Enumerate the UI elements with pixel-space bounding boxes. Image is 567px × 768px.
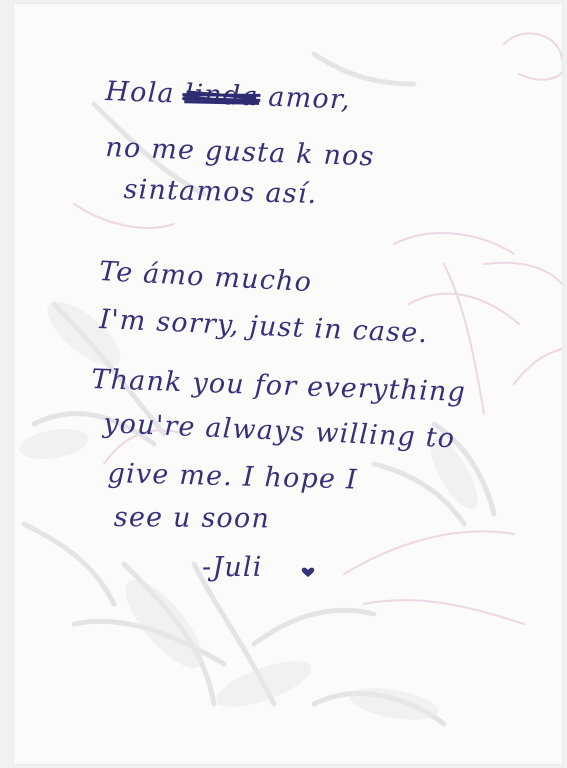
heart-icon [301,566,315,578]
note-line-2: sintamos así. [123,174,318,211]
note-line-8: see u soon [113,502,271,535]
greeting-amor: amor, [267,81,352,116]
crossed-out-word: linda [184,79,259,113]
paper-napkin [14,4,562,764]
note-line-6: you're always willing to [102,408,456,455]
note-line-1: no me gusta k nos [104,132,376,173]
note-line-3: Te ámo mucho [98,256,313,299]
note-line-7: give me. I hope I [107,458,359,496]
note-line-5: Thank you for everything [90,364,467,409]
greeting-hola: Hola [104,76,176,110]
note-line-4: I'm sorry, just in case. [98,304,429,350]
signature: -Juli [202,552,263,583]
